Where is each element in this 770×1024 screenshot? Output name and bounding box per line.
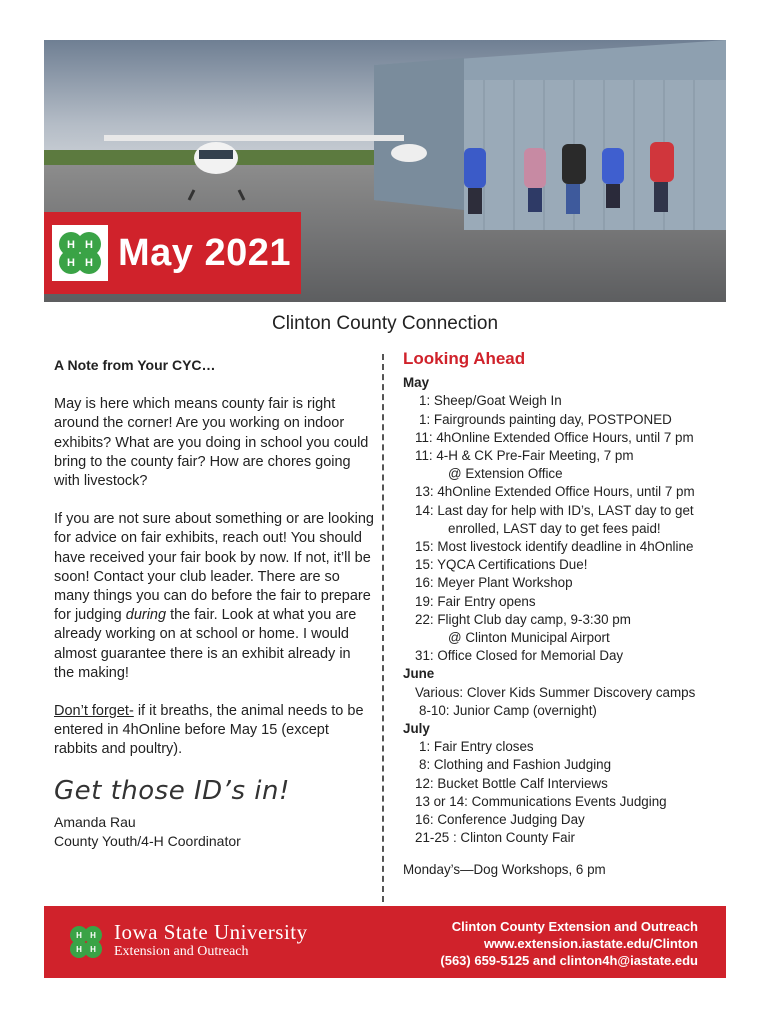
event-item: 15: Most livestock identify deadline in 4hOnline [415,539,694,555]
event-item: 8-10: Junior Camp (overnight) [419,702,597,718]
column-divider [382,354,384,902]
event-item-continued: enrolled, LAST day to get fees paid! [448,520,661,536]
cyc-note [54,356,374,851]
signature-title: County Youth/4-H Coordinator [54,832,241,849]
issue-title: May 2021 [118,231,292,274]
website-link[interactable]: www.extension.iastate.edu/Clinton [483,936,698,951]
event-item: 1: Sheep/Goat Weigh In [419,393,562,409]
event-item: 31: Office Closed for Memorial Day [415,648,624,664]
handwritten-callout: Get those ID’s in! [54,775,290,806]
note-paragraph-3 [54,702,374,760]
event-item: 1: Fair Entry closes [419,739,534,755]
svg-text:H: H [90,945,96,954]
svg-text:H: H [76,945,82,954]
four-h-clover-icon [52,225,108,281]
event-item-continued: @ Extension Office [448,466,563,482]
event-item: 11: 4-H & CK Pre-Fair Meeting, 7 pm [415,448,634,464]
university-unit: Extension and Outreach [114,944,249,959]
office-name: Clinton County Extension and Outreach [451,919,698,934]
four-h-clover-icon [66,922,106,962]
event-item: 13 or 14: Communications Events Judging [415,793,667,809]
svg-text:H: H [90,931,96,940]
note-text: the fair. Look at what you are already working on at school or home. I would almost guarantee there is an exhibit already in the making! [54,607,357,681]
event-item: 13: 4hOnline Extended Office Hours, until 7 pm [415,484,695,500]
svg-text:H: H [85,257,93,269]
svg-text:H: H [76,931,82,940]
event-item: 14: Last day for help with ID’s, LAST day to get [415,502,694,518]
event-item: 16: Conference Judging Day [415,812,585,828]
month-july: July [403,721,430,737]
signature-name: Amanda Rau [54,813,136,830]
event-item: 21-25 : Clinton County Fair [415,830,576,846]
month-june: June [403,666,435,682]
note-paragraph-1: May is here which means county fair is right around the corner! Are you working on indoor exhibits? What are you doing in school you could bring to the county fair? How are chores going with livestock? [54,396,369,490]
university-name: Iowa State University [114,920,308,944]
looking-ahead [403,350,743,880]
contact-block [440,918,698,969]
event-item: 8: Clothing and Fashion Judging [419,757,612,773]
newsletter-name: Clinton County Connection [271,313,499,334]
note-text: if it breaths, the animal needs to be entered in 4hOnline before May 15 (except rabbits and poultry). [54,703,364,758]
dont-forget-label: Don’t forget- [54,703,134,720]
svg-text:H: H [67,239,75,251]
event-item-continued: @ Clinton Municipal Airport [448,630,610,646]
event-item: 12: Bucket Bottle Calf Interviews [415,775,608,791]
svg-text:H: H [67,257,75,269]
month-may: May [403,375,430,391]
event-item: 1: Fairgrounds painting day, POSTPONED [419,411,672,427]
note-heading: A Note from Your CYC… [54,357,216,373]
event-item: 16: Meyer Plant Workshop [415,575,573,591]
svg-text:H: H [85,239,93,251]
phone-email[interactable]: (563) 659-5125 and clinton4h@iastate.edu [440,953,698,968]
issue-banner [44,212,301,294]
recurring-event: Monday’s—Dog Workshops, 6 pm [403,862,606,878]
looking-ahead-heading: Looking Ahead [403,349,526,368]
event-item: 11: 4hOnline Extended Office Hours, until 7 pm [415,429,694,445]
event-item: 22: Flight Club day camp, 9-3:30 pm [415,611,631,627]
note-text: If you are not sure about something or are looking for advice on fair exhibits, reach out! You should have received your fair book by now. If not, it’ll be soon! Contact your club leader. There are so many things you can do before the fair to prepare for judging [54,511,374,624]
note-emphasis: during [125,607,167,624]
event-item: 19: Fair Entry opens [415,593,536,609]
event-item: Various: Clover Kids Summer Discovery camps [415,684,696,700]
event-item: 15: YQCA Certifications Due! [415,557,588,573]
note-paragraph-2 [54,510,374,683]
footer-bar [44,906,726,978]
